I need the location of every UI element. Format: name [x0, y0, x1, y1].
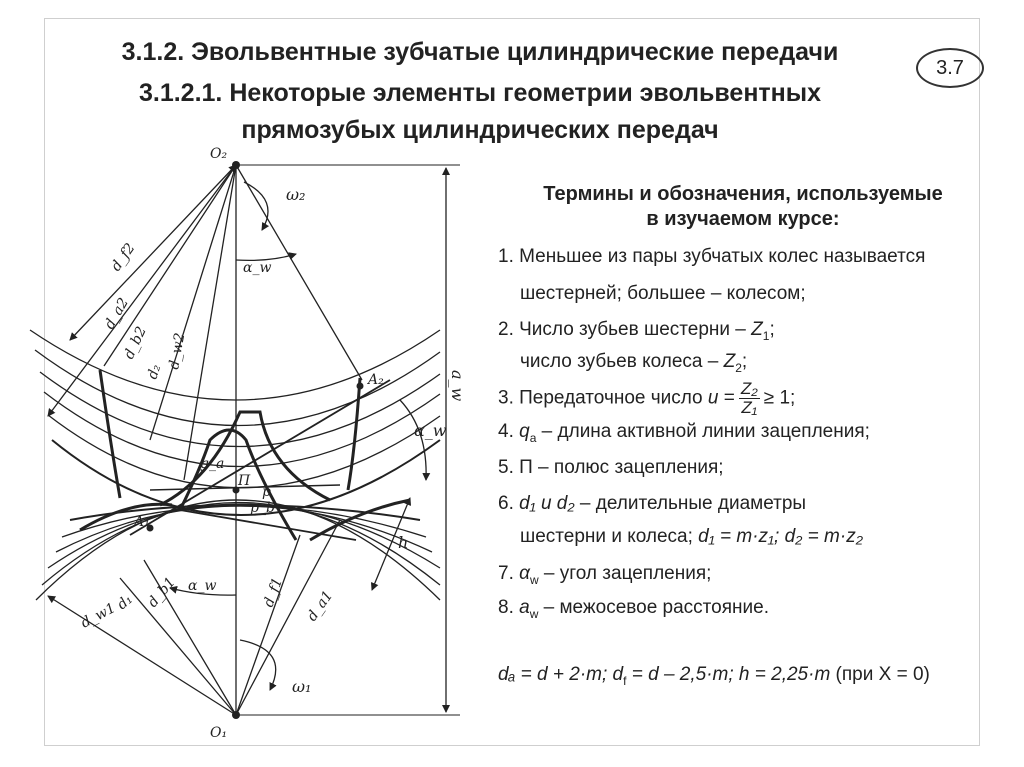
label-a2: A₂: [368, 372, 384, 388]
term-2-punct-2: ;: [741, 351, 748, 372]
label-pitch-p: p: [262, 484, 271, 500]
term-2-text-1: 2. Число зубьев шестерни –: [498, 319, 752, 340]
term-6-text-2: шестерни и колеса;: [520, 526, 699, 547]
term-8-text: – межосевое расстояние.: [538, 597, 769, 618]
term-2-symbol-z1: Z: [751, 319, 763, 340]
label-d2: d₂: [144, 362, 165, 382]
term-6-formula: d₁ = m·z₁; d₂ = m·z₂: [698, 526, 863, 547]
term-2-text-2: число зубьев колеса –: [520, 351, 724, 372]
label-db1: d_b1: [144, 574, 179, 611]
term-7-text: – угол зацепления;: [538, 563, 712, 584]
formula-subscript-f: f: [623, 673, 627, 688]
term-3-inequality: ≥ 1;: [763, 387, 796, 409]
term-2-symbol-z2: Z: [723, 351, 736, 372]
point-a2: [357, 383, 364, 390]
term-1-line-2: шестерней; большее – колесом;: [520, 283, 806, 304]
term-6-prefix: 6.: [498, 493, 520, 514]
terms-heading: [498, 182, 988, 232]
term-4-prefix: 4.: [498, 421, 520, 442]
label-o2: O₂: [210, 146, 228, 162]
upper-radii: [48, 165, 362, 490]
term-1-line-1: 1. Меньшее из пары зубчатых колес называется: [498, 246, 926, 267]
rotation-arrow-wheel: [244, 182, 268, 230]
fraction-denominator: Z₁: [741, 398, 758, 417]
term-4-symbol-q: q: [519, 421, 530, 442]
slide-number-badge: 3.7: [916, 48, 984, 88]
term-8-symbol-a: a: [519, 597, 530, 618]
formula-part-1: dₐ = d + 2·m; d: [498, 664, 624, 685]
label-alpha-top: α_w: [243, 260, 272, 276]
term-8-prefix: 8.: [498, 597, 520, 618]
rotation-arrow-pinion: [240, 640, 276, 690]
label-ga: g_a: [200, 456, 225, 472]
slide-subtitle: 3.1.2.1. Некоторые элементы геометрии эвольвентных: [138, 79, 822, 107]
label-omega1: ω₁: [292, 677, 312, 696]
term-2-subscript-2: 2: [735, 360, 742, 375]
label-df1: d_f1: [260, 575, 287, 610]
fraction-numerator: Z₂: [740, 379, 758, 398]
term-4-subscript: a: [529, 430, 537, 445]
label-dw1: d_w1: [78, 600, 119, 632]
term-2-subscript-1: 1: [762, 328, 770, 343]
slide-title: 3.1.2. Эвольвентные зубчатые цилиндрические передачи: [121, 38, 839, 66]
label-pole: П: [238, 473, 251, 489]
term-2-punct-1: ;: [769, 319, 775, 340]
terms-heading-line-2: в изучаемом курсе:: [646, 208, 840, 230]
label-alpha-bottom: α_w: [188, 578, 217, 594]
term-4-text: – длина активной линии зацепления;: [536, 421, 870, 442]
label-alpha-right: α_w: [414, 421, 447, 440]
term-7-symbol-alpha: α: [519, 563, 530, 584]
term-8-subscript: w: [529, 606, 539, 621]
center-point-o2: [232, 161, 240, 169]
label-aw-axis: a_w: [448, 370, 467, 402]
term-7-subscript: w: [529, 572, 539, 587]
label-da2: d_a2: [101, 295, 133, 332]
term-7-prefix: 7.: [498, 563, 520, 584]
label-tooth-height: h: [398, 533, 409, 552]
term-3-text: 3. Передаточное число: [498, 387, 708, 409]
label-df2: d_f2: [108, 240, 139, 275]
label-base-pitch: p_b: [250, 500, 275, 516]
term-3-symbol-u: u: [707, 387, 719, 409]
terms-heading-line-1: Термины и обозначения, используемые: [543, 183, 943, 205]
formula-part-2: = d – 2,5·m; h = 2,25·m: [626, 664, 831, 685]
term-5-line: 5. П – полюс зацепления;: [498, 457, 724, 478]
label-da1: d_a1: [304, 587, 337, 625]
label-db2: d_b2: [121, 324, 150, 362]
center-point-o1: [232, 711, 240, 719]
label-a1: A₁: [134, 514, 150, 530]
label-o1: O₁: [210, 725, 228, 741]
formula-condition: (при X = 0): [830, 664, 930, 685]
label-dw2: d_w2: [166, 331, 189, 371]
term-6-symbols: d₁ и d₂: [519, 493, 575, 514]
slide-subtitle-continued: прямозубых цилиндрических передач: [241, 116, 719, 144]
term-6-text-1: – делительные диаметры: [574, 493, 807, 514]
term-3-equals: =: [718, 387, 735, 409]
label-omega2: ω₂: [286, 185, 306, 204]
label-d1: d₁: [114, 591, 136, 614]
